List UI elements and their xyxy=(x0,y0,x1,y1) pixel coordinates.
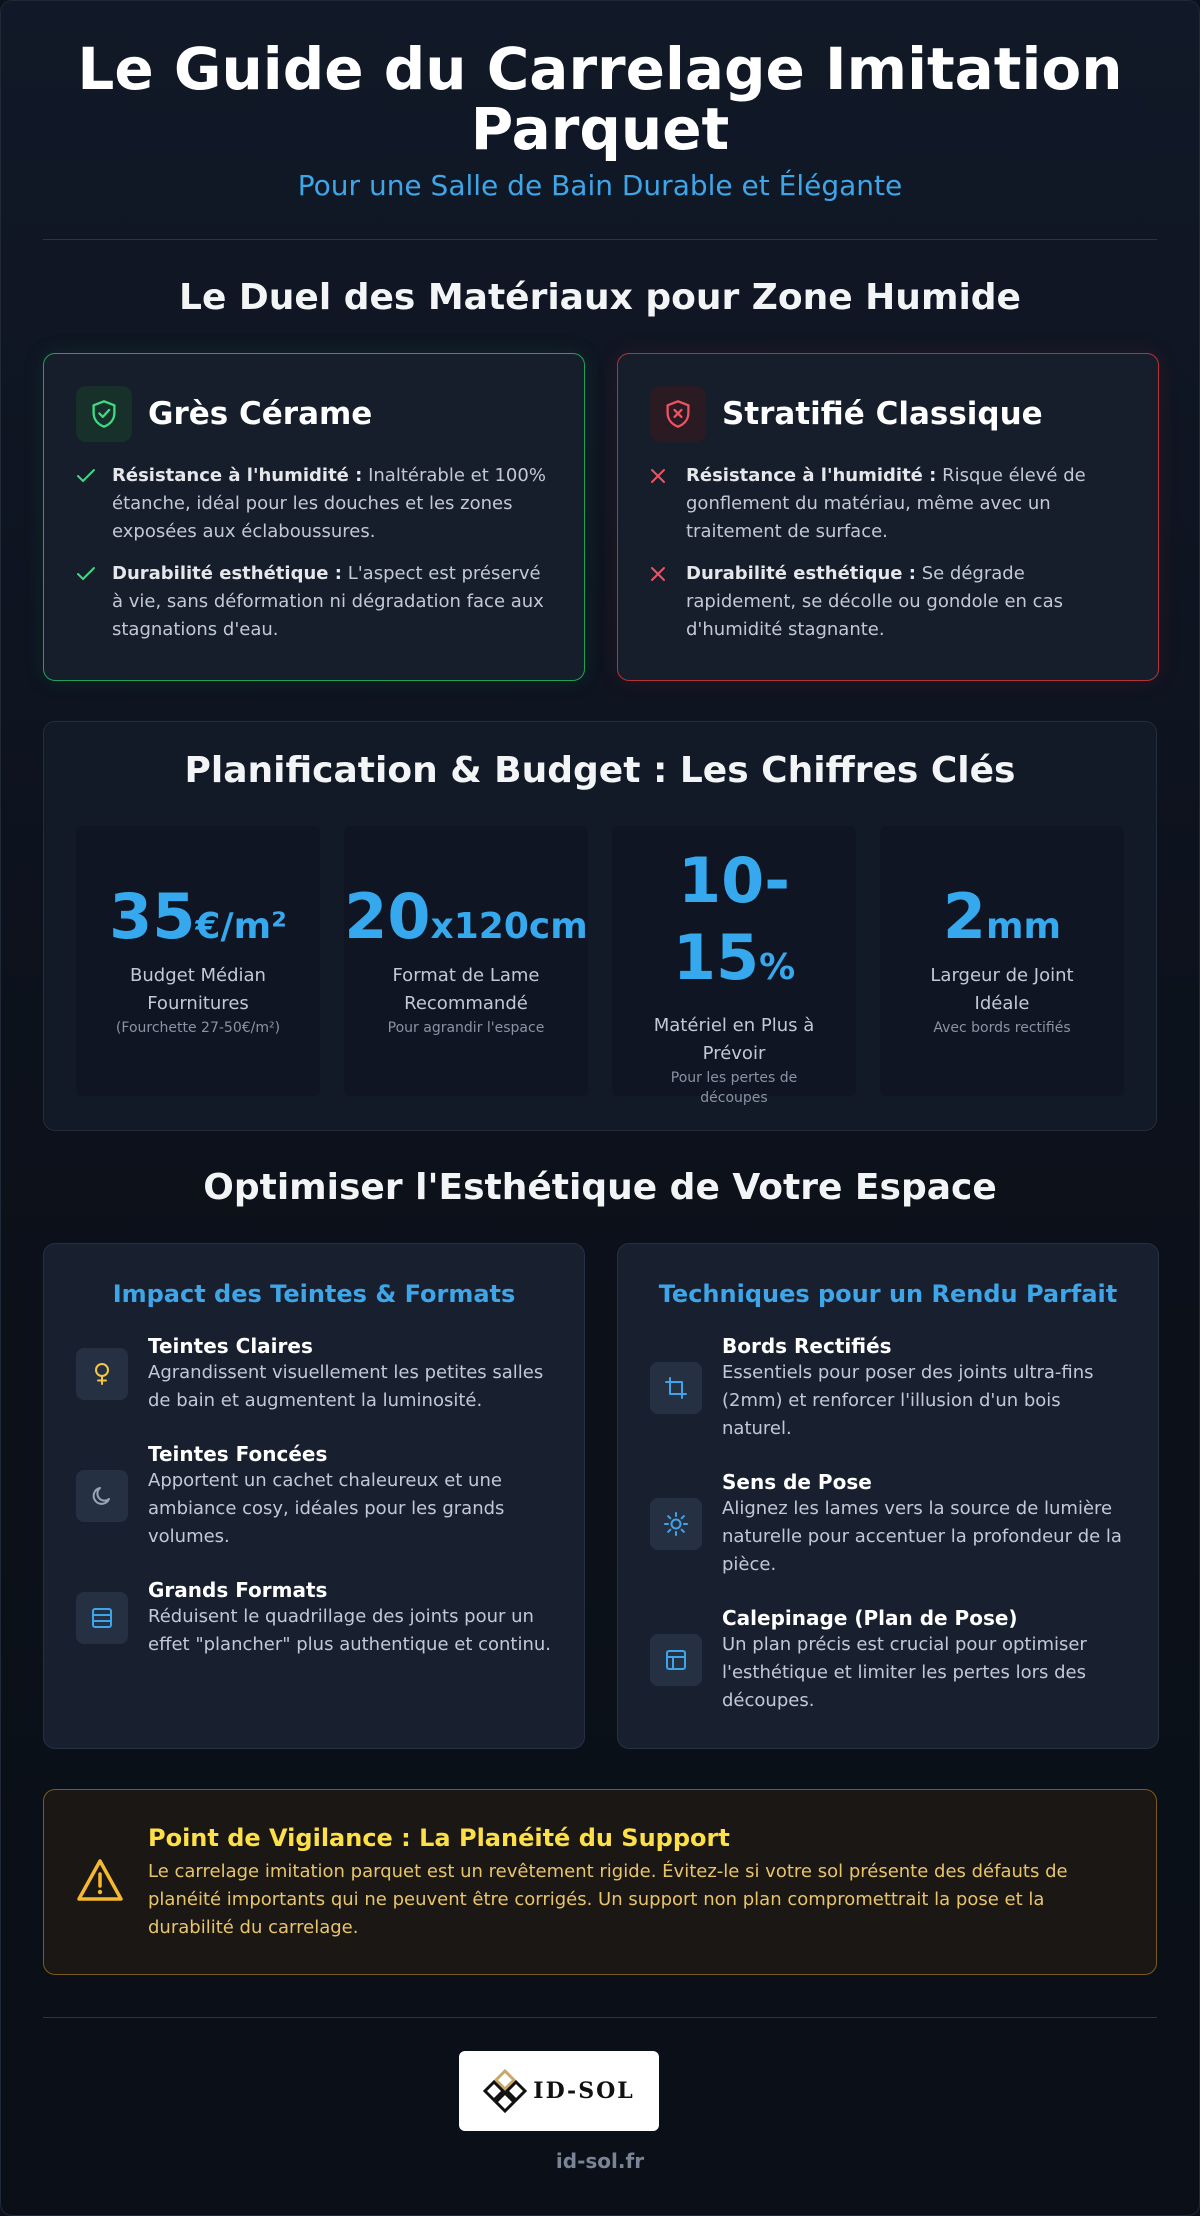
card-techniques xyxy=(617,1243,1159,1749)
card-stratifie-classique xyxy=(617,353,1159,681)
card-teintes-formats xyxy=(43,1243,585,1749)
check-icon xyxy=(76,462,112,546)
list-item xyxy=(76,1578,560,1658)
logo-mark-icon xyxy=(483,2069,527,2113)
layout-icon xyxy=(650,1634,702,1686)
point-description: Se dégrade rapidement, se décolle ou gondole en cas d'humidité stagnante. xyxy=(686,563,1063,640)
stat-value xyxy=(344,880,588,958)
brand-logo[interactable] xyxy=(459,2051,659,2131)
shield-check-icon xyxy=(76,386,132,442)
item-body xyxy=(148,1333,560,1415)
card-title: Grès Cérame xyxy=(148,396,373,432)
list-item xyxy=(76,1334,560,1414)
item-body xyxy=(148,1577,560,1659)
stat-note: Pour agrandir l'espace xyxy=(387,1020,545,1036)
section-title-duel: Le Duel des Matériaux pour Zone Humide xyxy=(179,277,1021,318)
item-text: Agrandissent visuellement les petites salles de bain et augmentent la luminosité. xyxy=(148,1362,544,1411)
card-title: Techniques pour un Rendu Parfait xyxy=(658,1280,1118,1308)
item-text: Réduisent le quadrillage des joints pour un effet "plancher" plus authentique et continu. xyxy=(148,1606,552,1655)
item-heading: Sens de Pose xyxy=(722,1470,872,1494)
point-description: Inaltérable et 100% étanche, idéal pour les douches et les zones exposées aux éclaboussures. xyxy=(112,465,546,542)
divider xyxy=(43,2017,1157,2018)
point-text xyxy=(686,560,1126,644)
warning-text: Le carrelage imitation parquet est un revêtement rigide. Évitez-le si votre sol présente des défauts de planéité importants qui ne peuvent être corrigés. Un support non plan compromettrait la pose et la durabilité du carrelage. xyxy=(148,1861,1068,1938)
shield-x-icon xyxy=(650,386,706,442)
section-title-planning: Planification & Budget : Les Chiffres Clés xyxy=(184,750,1016,791)
logo-text: ID-SOL xyxy=(533,2078,635,2104)
list-item xyxy=(650,1470,1134,1578)
planning-panel xyxy=(43,721,1157,1131)
page-title: Le Guide du Carrelage Imitation Parquet xyxy=(77,35,1123,163)
warning-icon xyxy=(76,1858,124,1906)
list-item xyxy=(650,1606,1134,1714)
list-item xyxy=(76,1442,560,1550)
list-item xyxy=(650,462,1126,546)
stat-card-budget xyxy=(76,826,320,1096)
item-text: Apportent un cachet chaleureux et une ambiance cosy, idéales pour les grands volumes. xyxy=(148,1470,505,1547)
item-body xyxy=(722,1605,1134,1715)
point-text xyxy=(686,462,1126,546)
section-title-optimize: Optimiser l'Esthétique de Votre Espace xyxy=(203,1167,997,1208)
card-gres-cerame xyxy=(43,353,585,681)
item-text: Un plan précis est crucial pour optimiser l'esthétique et limiter les pertes lors des découpes. xyxy=(722,1634,1087,1711)
layers-icon xyxy=(76,1592,128,1644)
stat-value xyxy=(612,844,856,1004)
stat-unit: % xyxy=(759,947,796,988)
stat-label: Budget Médian Fournitures xyxy=(130,965,266,1014)
x-icon xyxy=(650,560,686,644)
sun-icon xyxy=(650,1498,702,1550)
moon-icon xyxy=(76,1470,128,1522)
point-label: Durabilité esthétique : xyxy=(686,563,916,584)
list-item xyxy=(76,462,552,546)
item-heading: Calepinage (Plan de Pose) xyxy=(722,1606,1018,1630)
point-description: L'aspect est préservé à vie, sans déformation ni dégradation face aux stagnations d'eau. xyxy=(112,563,544,640)
stat-unit: x120cm xyxy=(430,906,588,947)
item-text: Alignez les lames vers la source de lumière naturelle pour accentuer la profondeur de la pièce. xyxy=(722,1498,1122,1575)
list-item xyxy=(650,560,1126,644)
stat-card-material xyxy=(612,826,856,1106)
point-description: Risque élevé de gonflement du matériau, même avec un traitement de surface. xyxy=(686,465,1086,542)
point-label: Résistance à l'humidité : xyxy=(686,465,937,486)
stat-unit: mm xyxy=(986,906,1062,947)
card-title: Impact des Teintes & Formats xyxy=(112,1280,516,1308)
page-subtitle: Pour une Salle de Bain Durable et Élégante xyxy=(297,169,903,202)
divider xyxy=(43,239,1157,240)
list-item xyxy=(650,1334,1134,1442)
point-label: Durabilité esthétique : xyxy=(112,563,342,584)
x-icon xyxy=(650,462,686,546)
stat-number: 20 xyxy=(344,880,431,953)
warning-title: Point de Vigilance : La Planéité du Support xyxy=(148,1824,730,1852)
item-body xyxy=(722,1333,1134,1443)
stat-label: Format de Lame Recommandé xyxy=(392,965,540,1014)
stat-unit: €/m² xyxy=(195,906,287,947)
stat-number: 10-15 xyxy=(672,844,790,994)
card-header xyxy=(76,386,372,442)
card-title: Stratifié Classique xyxy=(722,396,1043,432)
stat-note: (Fourchette 27-50€/m²) xyxy=(115,1020,281,1036)
stat-card-format xyxy=(344,826,588,1096)
stat-value xyxy=(880,880,1124,958)
warning-callout xyxy=(43,1789,1157,1975)
site-link[interactable]: id-sol.fr xyxy=(555,2149,645,2173)
stat-note: Pour les pertes de découpes xyxy=(670,1070,798,1106)
stat-number: 2 xyxy=(942,880,987,953)
lightbulb-icon xyxy=(76,1348,128,1400)
stat-card-joint xyxy=(880,826,1124,1096)
list-item xyxy=(76,560,552,644)
stat-label: Matériel en Plus à Prévoir xyxy=(653,1015,815,1064)
item-text: Essentiels pour poser des joints ultra-fins (2mm) et renforcer l'illusion d'un bois naturel. xyxy=(722,1362,1094,1439)
point-text xyxy=(112,462,552,546)
item-heading: Bords Rectifiés xyxy=(722,1334,892,1358)
stat-note: Avec bords rectifiés xyxy=(933,1020,1071,1036)
check-icon xyxy=(76,560,112,644)
stat-number: 35 xyxy=(109,880,196,953)
item-body xyxy=(722,1469,1134,1579)
item-heading: Teintes Claires xyxy=(148,1334,313,1358)
item-body xyxy=(148,1441,560,1551)
item-heading: Teintes Foncées xyxy=(148,1442,328,1466)
card-header xyxy=(650,386,1043,442)
point-text xyxy=(112,560,552,644)
stat-label: Largeur de Joint Idéale xyxy=(930,965,1074,1014)
item-heading: Grands Formats xyxy=(148,1578,328,1602)
stat-value xyxy=(76,880,320,958)
point-label: Résistance à l'humidité : xyxy=(112,465,363,486)
crop-icon xyxy=(650,1362,702,1414)
